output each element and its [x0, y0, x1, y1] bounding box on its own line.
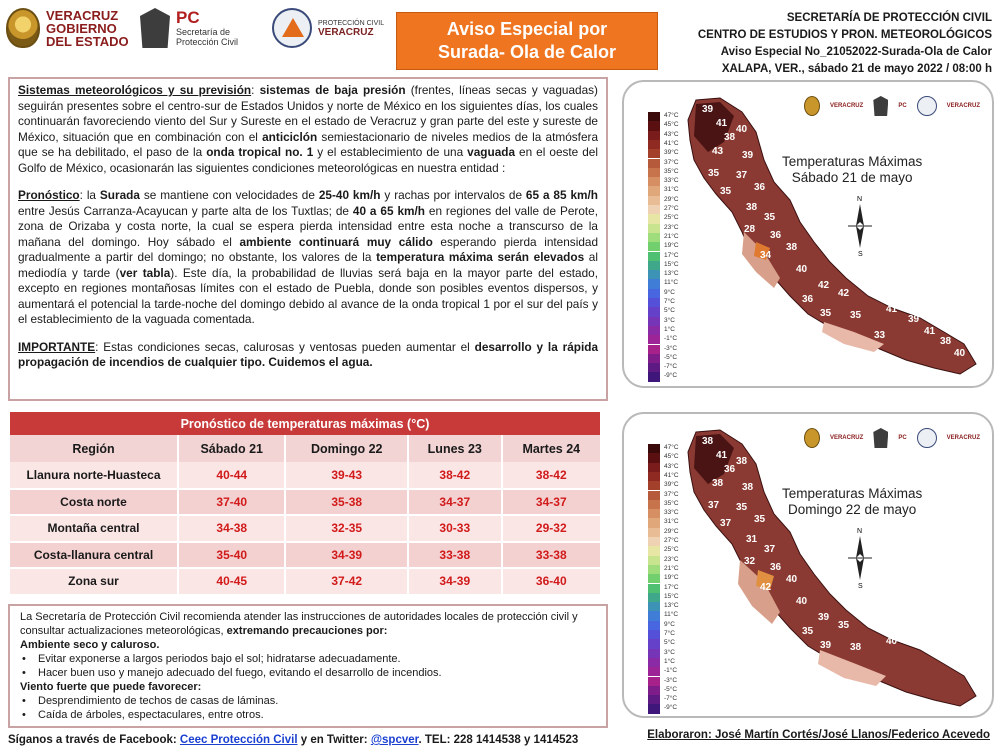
map-logos	[804, 428, 980, 448]
map-temp-label: 35	[754, 514, 766, 525]
map-temp-label: 28	[744, 224, 756, 235]
map-sunday	[622, 412, 994, 718]
map-temp-label: 35	[838, 620, 850, 631]
legend-swatch	[648, 518, 660, 527]
map-temp-label: 42	[760, 582, 772, 593]
legend-label: 43°C	[664, 462, 679, 470]
legend-label: 35°C	[664, 167, 679, 175]
map-temp-label: 40	[786, 574, 798, 585]
map-temp-label: 42	[838, 288, 850, 299]
legend-label: -7°C	[664, 695, 678, 703]
temp-cell: 34-37	[408, 489, 502, 516]
map-temp-label: 35	[736, 502, 748, 513]
legend-label: 3°C	[664, 648, 675, 656]
notice-title-line1: Aviso Especial por	[446, 19, 608, 39]
legend-label: 13°C	[664, 602, 679, 610]
legend-label: -5°C	[664, 353, 678, 361]
temp-cell: 40-44	[178, 462, 285, 489]
legend-label: 47°C	[664, 112, 679, 119]
map-sunday-graphic	[624, 414, 992, 716]
legend-swatch	[648, 667, 660, 676]
map-temp-label: 40	[886, 636, 898, 647]
map-temp-label: 35	[708, 168, 720, 179]
legend-swatch	[648, 168, 660, 177]
map-temp-label: 40	[796, 596, 808, 607]
legend-swatch	[648, 528, 660, 537]
legend-swatch	[648, 317, 660, 326]
header-agency: SECRETARÍA DE PROTECCIÓN CIVIL	[786, 12, 992, 24]
shield-icon	[873, 428, 888, 448]
prot-logo-line1: PROTECCIÓN CIVIL	[318, 20, 385, 27]
legend-label: 41°C	[664, 471, 679, 479]
legend-swatch	[648, 537, 660, 546]
legend-label: 3°C	[664, 316, 675, 324]
map-temp-label: 37	[736, 170, 748, 181]
shield-icon	[140, 8, 170, 48]
systems-heading: Sistemas meteorológicos y su previsión	[18, 83, 252, 97]
legend-label: 11°C	[664, 279, 679, 287]
mini-logo-text: PC	[898, 434, 907, 441]
col-header-mon: Lunes 23	[408, 435, 502, 462]
map-temp-label: 35	[764, 212, 776, 223]
legend-label: 13°C	[664, 270, 679, 278]
legend-swatch	[648, 463, 660, 472]
legend-label: -3°C	[664, 344, 678, 352]
legend-label: 9°C	[664, 288, 675, 296]
legend-swatch	[648, 372, 660, 381]
map-temp-label: 41	[716, 450, 728, 461]
map-title	[782, 486, 922, 518]
legend-label: 27°C	[664, 537, 679, 544]
header-info	[698, 10, 992, 78]
reco-heading-wind: Viento fuerte que puede favorecer:	[20, 681, 202, 693]
map-temp-label: 39	[742, 150, 754, 161]
legend-swatch	[648, 186, 660, 195]
map-saturday-graphic	[624, 82, 992, 386]
legend-label: 19°C	[664, 242, 679, 250]
legend-swatch	[648, 481, 660, 490]
temp-cell: 33-38	[408, 542, 502, 569]
veracruz-logo-line3: DEL ESTADO	[46, 33, 129, 49]
map-temp-label: 34	[760, 250, 772, 261]
region-cell: Llanura norte-Huasteca	[10, 462, 178, 489]
mini-logo-text: PC	[898, 102, 907, 109]
pc-logo-line3: Protección Civil	[176, 37, 239, 47]
legend-swatch	[648, 649, 660, 658]
legend-swatch	[648, 509, 660, 518]
reco-heading-heat: Ambiente seco y caluroso.	[20, 639, 160, 651]
legend-label: 37°C	[664, 158, 679, 166]
reco-bullet: • Desprendimiento de techos de casas de láminas.	[20, 694, 596, 708]
map-temp-label: 39	[702, 104, 714, 115]
map-temp-label: 38	[940, 336, 952, 347]
pc-logo-line1: PC	[176, 8, 200, 27]
compass-icon	[848, 528, 872, 590]
compass-icon	[848, 196, 872, 258]
legend-swatch	[648, 289, 660, 298]
map-temp-label: 36	[802, 294, 814, 305]
map-temp-label: 41	[886, 304, 898, 315]
legend-swatch	[648, 621, 660, 630]
map-temp-label: 38	[712, 478, 724, 489]
map-temp-label: 38	[746, 202, 758, 213]
map-temp-label: 35	[720, 186, 732, 197]
important-paragraph: IMPORTANTE: Estas condiciones secas, calurosas y ventosas pueden aumentar el desarrollo y la rápida propagación de incendios de cualquier tipo. Cuidemos el agua.	[18, 339, 599, 369]
map-temp-label: 37	[708, 500, 720, 511]
legend-label: 33°C	[664, 177, 679, 185]
systems-paragraph: Sistemas meteorológicos y su previsión: sistemas de baja presión (frentes, líneas secas y vaguadas) seguirán presentes sobre el centro-sur de Estados Unidos y norte de México en los siguientes días, los cuales continuarán favoreciendo viento del Sur y Sureste en el estado de Veracruz y gran parte del este y sureste de México, situación que en combinación con el anticiclón semiestacionario de niveles medios de la atmósfera que se ha debilitado, el paso de la onda tropical no. 1 y el establecimiento de una vaguada en el oeste del Golfo de México, ocasionarán las siguientes condiciones meteorológicas en nuestra entidad :	[18, 83, 599, 175]
phone-numbers: . TEL: 228 1414538 y 1414523	[418, 734, 579, 746]
legend-label: 25°C	[664, 546, 679, 554]
header-notice-number: Aviso Especial No_21052022-Surada-Ola de Calor	[720, 46, 992, 58]
legend-swatch	[648, 345, 660, 354]
legend-label: 39°C	[664, 481, 679, 489]
veracruz-logo	[6, 8, 129, 48]
legend-swatch	[648, 695, 660, 704]
credits: Elaboraron: José Martín Cortés/José Llanos/Federico Acevedo	[647, 729, 990, 741]
legend-swatch	[648, 472, 660, 481]
veracruz-logo-line2: GOBIERNO	[46, 20, 117, 36]
legend-swatch	[648, 121, 660, 130]
map-temp-label: 40	[736, 124, 748, 135]
col-header-sat: Sábado 21	[178, 435, 285, 462]
map-title-line2: Sábado 21 de mayo	[791, 170, 913, 185]
map-title-line2: Domingo 22 de mayo	[787, 502, 917, 517]
map-temp-label: 38	[850, 642, 862, 653]
map-logos	[804, 96, 980, 116]
legend-swatch	[648, 233, 660, 242]
temperature-table	[10, 412, 602, 596]
temp-cell: 34-39	[285, 542, 408, 569]
legend-label: -7°C	[664, 363, 678, 371]
social-footer: Síganos a través de Facebook: Ceec Protección Civil y en Twitter: @spcver. TEL: 228 1414538 y 1414523	[8, 734, 579, 746]
map-temp-label: 38	[702, 436, 714, 447]
legend-swatch	[648, 491, 660, 500]
temp-cell: 34-39	[408, 568, 502, 595]
map-temp-label: 38	[786, 242, 798, 253]
legend-label: 25°C	[664, 214, 679, 222]
recommendations-panel	[8, 604, 608, 728]
svg-text:S: S	[858, 251, 863, 258]
legend-swatch	[648, 584, 660, 593]
map-temp-label: 40	[796, 264, 808, 275]
temp-cell: 40-45	[178, 568, 285, 595]
legend-swatch	[648, 565, 660, 574]
legend-label: 5°C	[664, 307, 675, 315]
region-cell: Costa norte	[10, 489, 178, 516]
legend-swatch	[648, 242, 660, 251]
temp-cell: 34-37	[502, 489, 601, 516]
map-temp-label: 31	[746, 534, 758, 545]
veracruz-logo-line1: VERACRUZ	[46, 7, 119, 23]
legend-label: 33°C	[664, 509, 679, 517]
region-cell: Montaña central	[10, 515, 178, 542]
legend-swatch	[648, 453, 660, 462]
map-temp-label: 39	[908, 314, 920, 325]
legend-label: 45°C	[664, 453, 679, 461]
veracruz-seal-icon	[804, 96, 820, 116]
map-temp-label: 36	[770, 230, 782, 241]
prot-logo-line2: VERACRUZ	[318, 27, 374, 38]
legend-label: 29°C	[664, 195, 679, 203]
legend-label: 37°C	[664, 490, 679, 498]
legend-label: -9°C	[664, 372, 678, 380]
temp-cell: 35-40	[178, 542, 285, 569]
legend-swatch	[648, 196, 660, 205]
temp-cell: 37-40	[178, 489, 285, 516]
legend-label: 5°C	[664, 639, 675, 647]
map-temp-label: 38	[742, 482, 754, 493]
legend-swatch	[648, 270, 660, 279]
table-row	[10, 542, 601, 569]
table-title: Pronóstico de temperaturas máximas (°C)	[10, 412, 601, 435]
civil-protection-icon	[917, 428, 937, 448]
legend-swatch	[648, 444, 660, 453]
temp-cell: 35-38	[285, 489, 408, 516]
legend-swatch	[648, 224, 660, 233]
legend-label: 23°C	[664, 223, 679, 231]
legend-label: 43°C	[664, 130, 679, 138]
temp-cell: 38-42	[502, 462, 601, 489]
legend-label: 15°C	[664, 260, 679, 268]
legend-label: 1°C	[664, 325, 675, 333]
table-row	[10, 489, 601, 516]
notice-title-line2: Surada- Ola de Calor	[437, 42, 617, 62]
legend-label: -3°C	[664, 676, 678, 684]
legend-swatch	[648, 611, 660, 620]
map-temp-label: 33	[874, 330, 886, 341]
legend-swatch	[648, 131, 660, 140]
legend-label: 47°C	[664, 444, 679, 451]
svg-text:N: N	[857, 196, 863, 203]
legend-label: 45°C	[664, 121, 679, 129]
legend-swatch	[648, 354, 660, 363]
important-heading: IMPORTANTE	[18, 339, 96, 354]
legend-label: 1°C	[664, 657, 675, 665]
legend-swatch	[648, 639, 660, 648]
legend-swatch	[648, 686, 660, 695]
legend-label: 7°C	[664, 630, 675, 637]
legend-label: 17°C	[664, 583, 679, 591]
legend-label: 21°C	[664, 564, 679, 572]
legend-label: -9°C	[664, 704, 678, 712]
region-cell: Costa-llanura central	[10, 542, 178, 569]
twitter-link[interactable]: @spcver	[370, 734, 419, 746]
legend-swatch	[648, 298, 660, 307]
legend-swatch	[648, 159, 660, 168]
legend-swatch	[648, 177, 660, 186]
forecast-heading: Pronóstico	[18, 188, 80, 202]
region-cell: Zona sur	[10, 568, 178, 595]
table-row	[10, 462, 601, 489]
civil-protection-icon	[272, 8, 312, 48]
reco-intro: La Secretaría de Protección Civil recomienda atender las instrucciones de autoridades locales de protección civil y consultar actualizaciones meteorológicas, extremando precauciones por:	[20, 611, 578, 637]
temp-cell: 36-40	[502, 568, 601, 595]
legend-swatch	[648, 112, 660, 121]
legend-label: 17°C	[664, 251, 679, 259]
map-temp-label: 38	[724, 132, 736, 143]
map-title-line1: Temperaturas Máximas	[782, 486, 923, 501]
legend-label: 39°C	[664, 149, 679, 157]
map-title-line1: Temperaturas Máximas	[782, 154, 923, 169]
temp-cell: 30-33	[408, 515, 502, 542]
map-temp-label: 35	[802, 626, 814, 637]
facebook-link[interactable]: Ceec Protección Civil	[179, 734, 298, 746]
legend-label: 31°C	[664, 518, 679, 526]
map-temp-label: 32	[744, 556, 756, 567]
map-temp-label: 35	[850, 310, 862, 321]
table-row	[10, 515, 601, 542]
notice-title	[396, 12, 658, 70]
legend-label: 7°C	[664, 298, 675, 305]
legend-label: 29°C	[664, 527, 679, 535]
map-title	[782, 154, 922, 186]
legend-label: 15°C	[664, 592, 679, 600]
forecast-text-panel	[8, 77, 608, 401]
legend-swatch	[648, 140, 660, 149]
map-temp-label: 36	[724, 464, 736, 475]
proteccion-civil-logo	[272, 8, 384, 48]
legend-swatch	[648, 335, 660, 344]
temp-cell: 33-38	[502, 542, 601, 569]
map-temp-label: 41	[716, 118, 728, 129]
civil-protection-icon	[917, 96, 937, 116]
mini-logo-text: VERACRUZ	[946, 434, 980, 441]
mini-logo-text: VERACRUZ	[946, 102, 980, 109]
legend-swatch	[648, 546, 660, 555]
reco-bullet: • Caída de árboles, espectaculares, entre otros.	[20, 708, 596, 722]
legend-label: 23°C	[664, 555, 679, 563]
map-temp-label: 35	[820, 308, 832, 319]
legend-swatch	[648, 500, 660, 509]
temp-cell: 32-35	[285, 515, 408, 542]
table-row	[10, 568, 601, 595]
legend-swatch	[648, 658, 660, 667]
temp-cell: 37-42	[285, 568, 408, 595]
legend-label: -1°C	[664, 667, 678, 675]
legend-label: 31°C	[664, 186, 679, 194]
map-temp-label: 37	[764, 544, 776, 555]
legend-swatch	[648, 214, 660, 223]
legend-swatch	[648, 205, 660, 214]
legend-label: -1°C	[664, 335, 678, 343]
mini-logo-text: VERACRUZ	[829, 434, 864, 441]
legend-swatch	[648, 593, 660, 602]
map-temp-label: 42	[818, 280, 830, 291]
legend-label: 41°C	[664, 139, 679, 147]
pc-logo-line2: Secretaría de	[176, 27, 231, 37]
map-temp-label: 39	[818, 612, 830, 623]
legend-swatch	[648, 279, 660, 288]
col-header-tue: Martes 24	[502, 435, 601, 462]
col-header-region: Región	[10, 435, 178, 462]
temp-cell: 34-38	[178, 515, 285, 542]
legend-swatch	[648, 556, 660, 565]
map-temp-label: 36	[754, 182, 766, 193]
legend-swatch	[648, 326, 660, 335]
legend-swatch	[648, 261, 660, 270]
legend-label: 35°C	[664, 499, 679, 507]
legend-swatch	[648, 677, 660, 686]
legend-label: 19°C	[664, 574, 679, 582]
map-saturday	[622, 80, 994, 388]
temp-cell: 38-42	[408, 462, 502, 489]
veracruz-seal-icon	[6, 8, 40, 48]
legend-label: -5°C	[664, 685, 678, 693]
map-temp-label: 36	[770, 562, 782, 573]
svg-text:N: N	[857, 528, 863, 535]
legend-label: 21°C	[664, 232, 679, 240]
header-date: XALAPA, VER., sábado 21 de mayo 2022 / 08:00 h	[721, 63, 992, 75]
legend-label: 11°C	[664, 611, 679, 619]
legend-swatch	[648, 252, 660, 261]
pc-logo	[140, 8, 238, 48]
map-temp-label: 37	[720, 518, 732, 529]
legend-label: 27°C	[664, 205, 679, 212]
map-temp-label: 40	[954, 348, 966, 359]
legend-swatch	[648, 363, 660, 372]
col-header-sun: Domingo 22	[285, 435, 408, 462]
legend-label: 9°C	[664, 620, 675, 628]
legend-swatch	[648, 704, 660, 713]
temp-cell: 29-32	[502, 515, 601, 542]
legend-swatch	[648, 602, 660, 611]
legend-swatch	[648, 630, 660, 639]
forecast-paragraph: Pronóstico: la Surada se mantiene con velocidades de 25-40 km/h y rachas por intervalos de 65 a 85 km/h entre Jesús Carranza-Acayucan y parte alta de los Tuxtlas; de 40 a 65 km/h en regiones del valle de Perote, zona de Orizaba y costa norte, la cual se espera pierda intensidad entre esta noche a transcurso de la mañana del domingo. Hoy sábado el ambiente continuará muy cálido esperando pierda intensidad gradualmente a partir del domingo; no obstante, los valores de la temperatura máxima serán elevados al mediodía y tarde (ver tabla). Este día, la probabilidad de lluvias será baja en la mayor parte del estado, excepto en regiones montañosas límites con el estado de Puebla, donde son posibles eventos dispersos, y aumentará el potencial la tarde-noche del domingo debido al avance de la onda tropical 1 por el sur del país y el establecimiento de la vaguada comentada.	[18, 188, 599, 326]
shield-icon	[873, 96, 888, 116]
legend-swatch	[648, 149, 660, 158]
map-temp-label: 38	[736, 456, 748, 467]
map-temp-label: 39	[820, 640, 832, 651]
map-temp-label: 41	[924, 326, 936, 337]
temp-cell: 39-43	[285, 462, 408, 489]
svg-text:S: S	[858, 583, 863, 590]
legend-swatch	[648, 574, 660, 583]
header-center: CENTRO DE ESTUDIOS Y PRON. METEOROLÓGICOS	[697, 29, 992, 41]
mini-logo-text: VERACRUZ	[829, 102, 864, 109]
reco-bullet: • Evitar exponerse a largos periodos bajo el sol; hidratarse adecuadamente.	[20, 652, 596, 666]
veracruz-seal-icon	[804, 428, 820, 448]
map-temp-label: 43	[712, 146, 724, 157]
reco-bullet: • Hacer buen uso y manejo adecuado del fuego, evitando el desarrollo de incendios.	[20, 666, 596, 680]
legend-swatch	[648, 307, 660, 316]
